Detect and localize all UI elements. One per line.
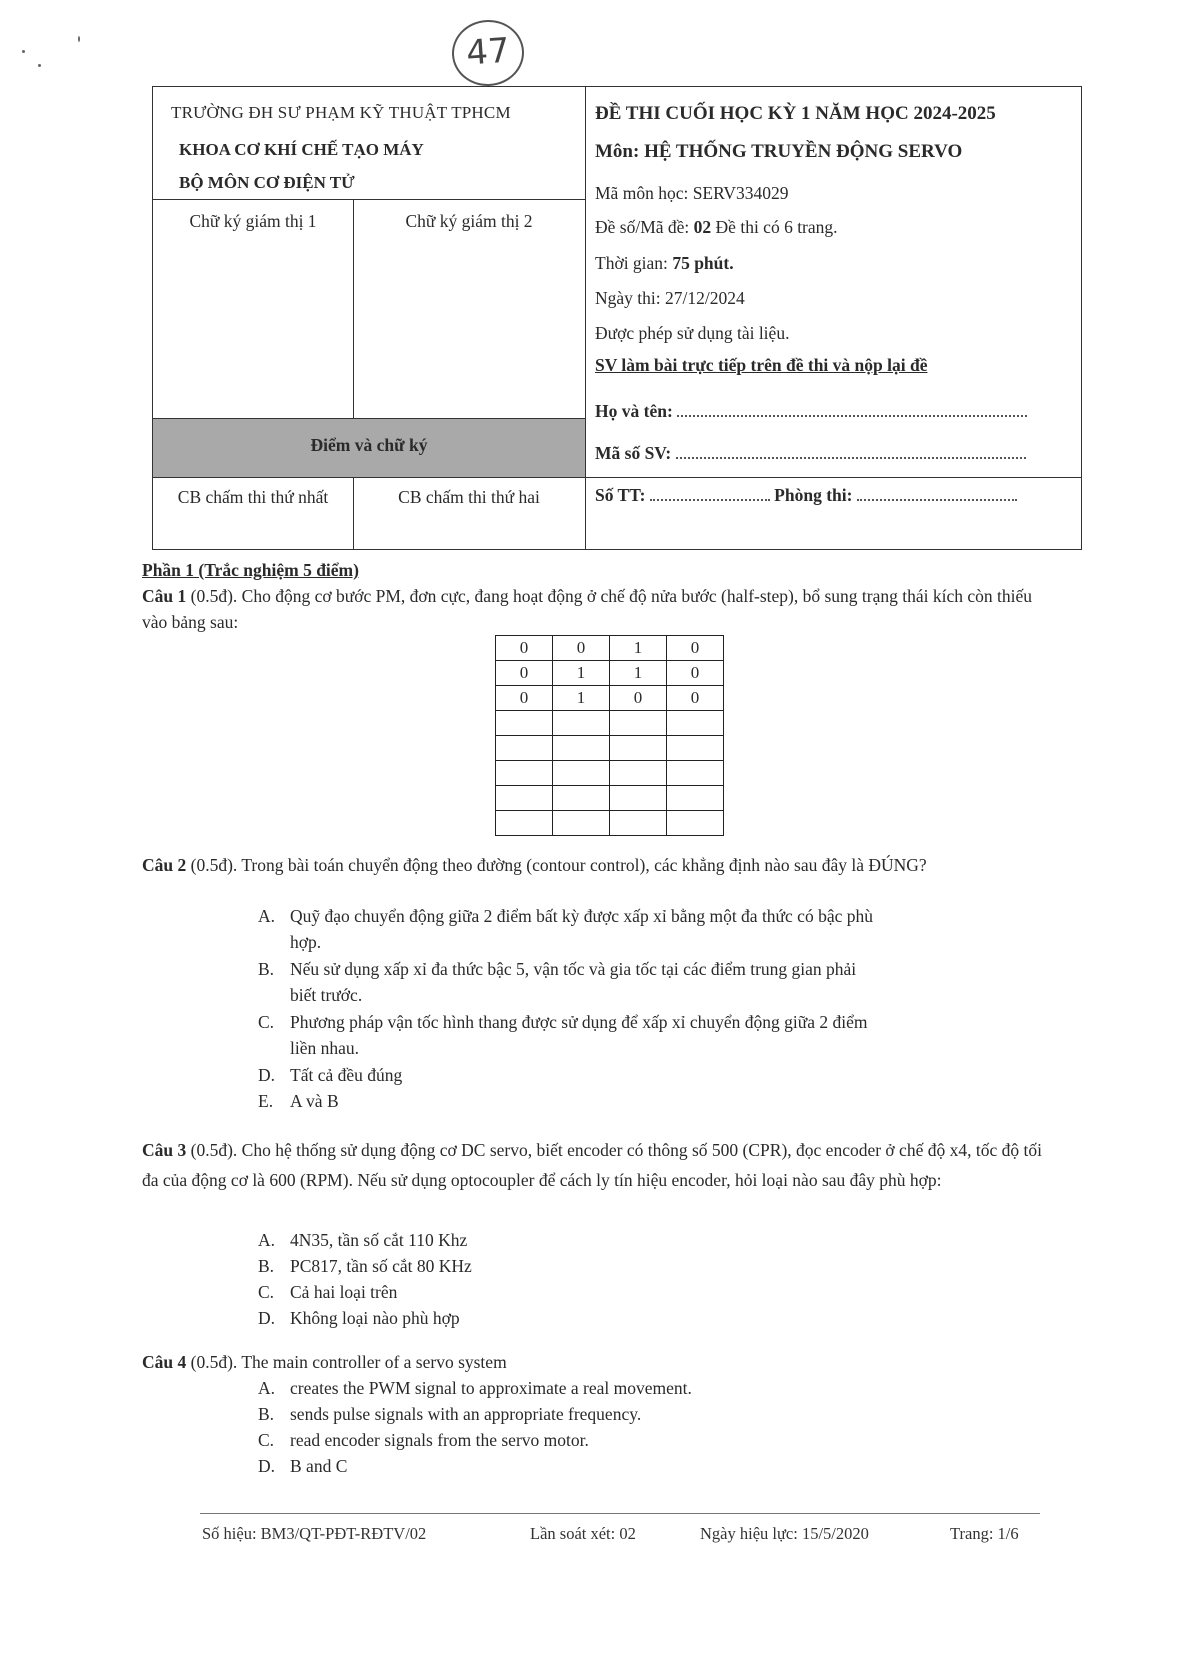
- q4-option-c[interactable]: [258, 1427, 1038, 1453]
- seat-label: Số TT:: [595, 485, 646, 505]
- student-id-label: Mã số SV:: [595, 443, 672, 463]
- question-1-text: (0.5đ). Cho động cơ bước PM, đơn cực, đang hoạt động ở chế độ nửa bước (half-step), bổ sung trạng thái kích còn thiếu vào bảng sau:: [142, 586, 1033, 632]
- option-letter: B.: [258, 1404, 275, 1424]
- exam-number-prefix: Đề số/Mã đề:: [595, 217, 694, 237]
- student-name-label: Họ và tên:: [595, 401, 673, 421]
- table-cell[interactable]: [610, 786, 667, 811]
- table-cell[interactable]: [667, 736, 724, 761]
- question-4: [142, 1349, 1042, 1375]
- materials-note: Được phép sử dụng tài liệu.: [595, 323, 790, 343]
- option-text: A và B: [290, 1091, 339, 1111]
- option-text: Không loại nào phù hợp: [290, 1308, 460, 1328]
- table-cell[interactable]: [496, 811, 553, 836]
- table-cell[interactable]: [610, 811, 667, 836]
- question-2-number: Câu 2: [142, 855, 187, 875]
- table-row-blank[interactable]: [496, 711, 724, 736]
- option-letter: C.: [258, 1282, 275, 1302]
- option-text: Tất cả đều đúng: [290, 1065, 403, 1085]
- table-cell[interactable]: [610, 761, 667, 786]
- option-letter: C.: [258, 1430, 275, 1450]
- q4-option-d[interactable]: [258, 1453, 1038, 1479]
- option-letter: B.: [258, 1256, 275, 1276]
- divider: [153, 418, 585, 419]
- half-step-state-table: [495, 635, 724, 836]
- q2-option-c[interactable]: [258, 1009, 1038, 1061]
- footer-revision: Lần soát xét: 02: [530, 1524, 636, 1543]
- page-number-stamp: 47: [450, 18, 526, 89]
- footer-effective-date: Ngày hiệu lực: 15/5/2020: [700, 1524, 869, 1543]
- option-text-cont: liền nhau.: [290, 1038, 360, 1058]
- option-letter: A.: [258, 906, 276, 926]
- course-code: Mã môn học: SERV334029: [595, 183, 789, 203]
- table-cell: 1: [610, 636, 667, 661]
- q3-option-c[interactable]: [258, 1279, 1038, 1305]
- table-cell[interactable]: [496, 786, 553, 811]
- table-cell[interactable]: [496, 761, 553, 786]
- grader1-label: CB chấm thi thứ nhất: [177, 487, 329, 507]
- q4-option-a[interactable]: [258, 1375, 1038, 1401]
- duration-line: [595, 253, 734, 274]
- divider: [153, 199, 585, 200]
- question-4-number: Câu 4: [142, 1352, 187, 1372]
- student-name-blank[interactable]: [677, 403, 1027, 417]
- footer-form-code: Số hiệu: BM3/QT-PĐT-RĐTV/02: [202, 1524, 427, 1543]
- exam-header-table: [152, 86, 1082, 550]
- table-cell[interactable]: [553, 786, 610, 811]
- table-row: [496, 686, 724, 711]
- option-text: B and C: [290, 1456, 348, 1476]
- proctor2-label: Chữ ký giám thị 2: [405, 211, 533, 231]
- question-3-number: Câu 3: [142, 1140, 187, 1160]
- q3-option-a[interactable]: [258, 1227, 1038, 1253]
- option-text: creates the PWM signal to approximate a real movement.: [290, 1378, 692, 1398]
- table-cell[interactable]: [496, 711, 553, 736]
- table-cell: 0: [496, 636, 553, 661]
- table-cell[interactable]: [667, 711, 724, 736]
- q4-option-b[interactable]: [258, 1401, 1038, 1427]
- score-signature-label: Điểm và chữ ký: [310, 435, 428, 455]
- option-text-cont: biết trước.: [290, 985, 363, 1005]
- footer-page-number: Trang: 1/6: [950, 1524, 1019, 1543]
- part-title: Phần 1 (Trắc nghiệm 5 điểm): [142, 560, 359, 580]
- divider: [585, 87, 586, 549]
- table-cell[interactable]: [553, 736, 610, 761]
- option-text: Nếu sử dụng xấp xỉ đa thức bậc 5, vận tốc và gia tốc tại các điểm trung gian phải: [290, 959, 857, 979]
- q2-option-b[interactable]: [258, 956, 1038, 1008]
- table-cell[interactable]: [610, 736, 667, 761]
- exam-pages-note: Đề thi có 6 trang.: [711, 217, 838, 237]
- exam-number: 02: [693, 217, 712, 237]
- exam-title: ĐỀ THI CUỐI HỌC KỲ 1 NĂM HỌC 2024-2025: [595, 103, 996, 124]
- option-letter: A.: [258, 1378, 276, 1398]
- scan-speck: [78, 36, 80, 42]
- submission-instruction: SV làm bài trực tiếp trên đề thi và nộp lại đề: [595, 355, 928, 375]
- option-letter: B.: [258, 959, 275, 979]
- table-cell: 0: [553, 636, 610, 661]
- table-row-blank[interactable]: [496, 736, 724, 761]
- footer-rule: [200, 1513, 1040, 1514]
- scan-speck: [38, 64, 41, 67]
- question-4-text: (0.5đ). The main controller of a servo system: [186, 1352, 507, 1372]
- option-text: PC817, tần số cắt 80 KHz: [290, 1256, 472, 1276]
- faculty-name: KHOA CƠ KHÍ CHẾ TẠO MÁY: [179, 140, 424, 159]
- table-cell[interactable]: [610, 711, 667, 736]
- table-cell[interactable]: [553, 761, 610, 786]
- question-1-number: Câu 1: [142, 586, 187, 606]
- question-2: [142, 852, 1042, 878]
- table-cell: 1: [610, 661, 667, 686]
- subject-line: [595, 141, 962, 163]
- room-label: Phòng thi:: [774, 485, 853, 505]
- q3-option-d[interactable]: [258, 1305, 1038, 1331]
- table-row-blank[interactable]: [496, 761, 724, 786]
- option-text: Phương pháp vận tốc hình thang được sử dụng để xấp xỉ chuyển động giữa 2 điểm: [290, 1012, 868, 1032]
- exam-date: Ngày thi: 27/12/2024: [595, 288, 745, 308]
- table-cell: 0: [667, 661, 724, 686]
- question-2-text: (0.5đ). Trong bài toán chuyển động theo đường (contour control), các khẳng định nào sau đây là ĐÚNG?: [186, 855, 927, 875]
- seat-blank[interactable]: [650, 487, 770, 501]
- table-row: [496, 661, 724, 686]
- exam-number-line: [595, 217, 838, 238]
- table-row: [496, 636, 724, 661]
- question-3: [142, 1135, 1042, 1195]
- q2-option-a[interactable]: [258, 903, 1038, 955]
- option-letter: A.: [258, 1230, 276, 1250]
- seat-room-field[interactable]: [595, 485, 1017, 506]
- option-text-cont: hợp.: [290, 932, 322, 952]
- option-text: 4N35, tần số cắt 110 Khz: [290, 1230, 468, 1250]
- table-cell: 1: [553, 661, 610, 686]
- table-cell: 1: [553, 686, 610, 711]
- school-name: TRƯỜNG ĐH SƯ PHẠM KỸ THUẬT TPHCM: [171, 103, 511, 122]
- option-letter: C.: [258, 1012, 275, 1032]
- option-text: read encoder signals from the servo motor.: [290, 1430, 589, 1450]
- option-text: Cả hai loại trên: [290, 1282, 398, 1302]
- option-text: sends pulse signals with an appropriate frequency.: [290, 1404, 642, 1424]
- table-row-blank[interactable]: [496, 786, 724, 811]
- table-cell: 0: [496, 661, 553, 686]
- question-1: [142, 583, 1042, 635]
- table-cell: 0: [496, 686, 553, 711]
- option-letter: D.: [258, 1308, 276, 1328]
- table-cell[interactable]: [496, 736, 553, 761]
- table-cell[interactable]: [553, 811, 610, 836]
- student-id-field[interactable]: [595, 443, 1026, 464]
- table-cell[interactable]: [667, 786, 724, 811]
- table-cell[interactable]: [553, 711, 610, 736]
- room-blank[interactable]: [857, 487, 1017, 501]
- proctor1-label: Chữ ký giám thị 1: [189, 211, 317, 231]
- option-text: Quỹ đạo chuyển động giữa 2 điểm bất kỳ được xấp xỉ bằng một đa thức có bậc phù: [290, 906, 873, 926]
- scan-speck: [22, 50, 25, 53]
- student-name-field[interactable]: [595, 401, 1027, 422]
- q2-option-e[interactable]: [258, 1088, 1038, 1114]
- table-row-blank[interactable]: [496, 811, 724, 836]
- department-name: BỘ MÔN CƠ ĐIỆN TỬ: [179, 173, 355, 192]
- student-id-blank[interactable]: [676, 445, 1026, 459]
- subject-name: HỆ THỐNG TRUYỀN ĐỘNG SERVO: [644, 141, 963, 162]
- divider: [153, 477, 1081, 478]
- table-cell[interactable]: [667, 811, 724, 836]
- q3-option-b[interactable]: [258, 1253, 1038, 1279]
- table-cell: 0: [610, 686, 667, 711]
- option-letter: D.: [258, 1065, 276, 1085]
- table-cell: 0: [667, 636, 724, 661]
- duration-prefix: Thời gian:: [595, 253, 673, 273]
- table-cell: 0: [667, 686, 724, 711]
- option-letter: E.: [258, 1091, 274, 1111]
- question-3-text: (0.5đ). Cho hệ thống sử dụng động cơ DC servo, biết encoder có thông số 500 (CPR), đọc encoder ở chế độ x4, tốc độ tối đa của động cơ là 600 (RPM). Nếu sử dụng optocoupler để cách ly tín hiệu encoder, hỏi loại nào sau đây phù hợp:: [142, 1140, 1042, 1190]
- duration-value: 75 phút.: [672, 253, 734, 273]
- option-letter: D.: [258, 1456, 276, 1476]
- table-cell[interactable]: [667, 761, 724, 786]
- grader2-label: CB chấm thi thứ hai: [398, 487, 540, 507]
- subject-prefix: Môn:: [595, 141, 645, 162]
- q2-option-d[interactable]: [258, 1062, 1038, 1088]
